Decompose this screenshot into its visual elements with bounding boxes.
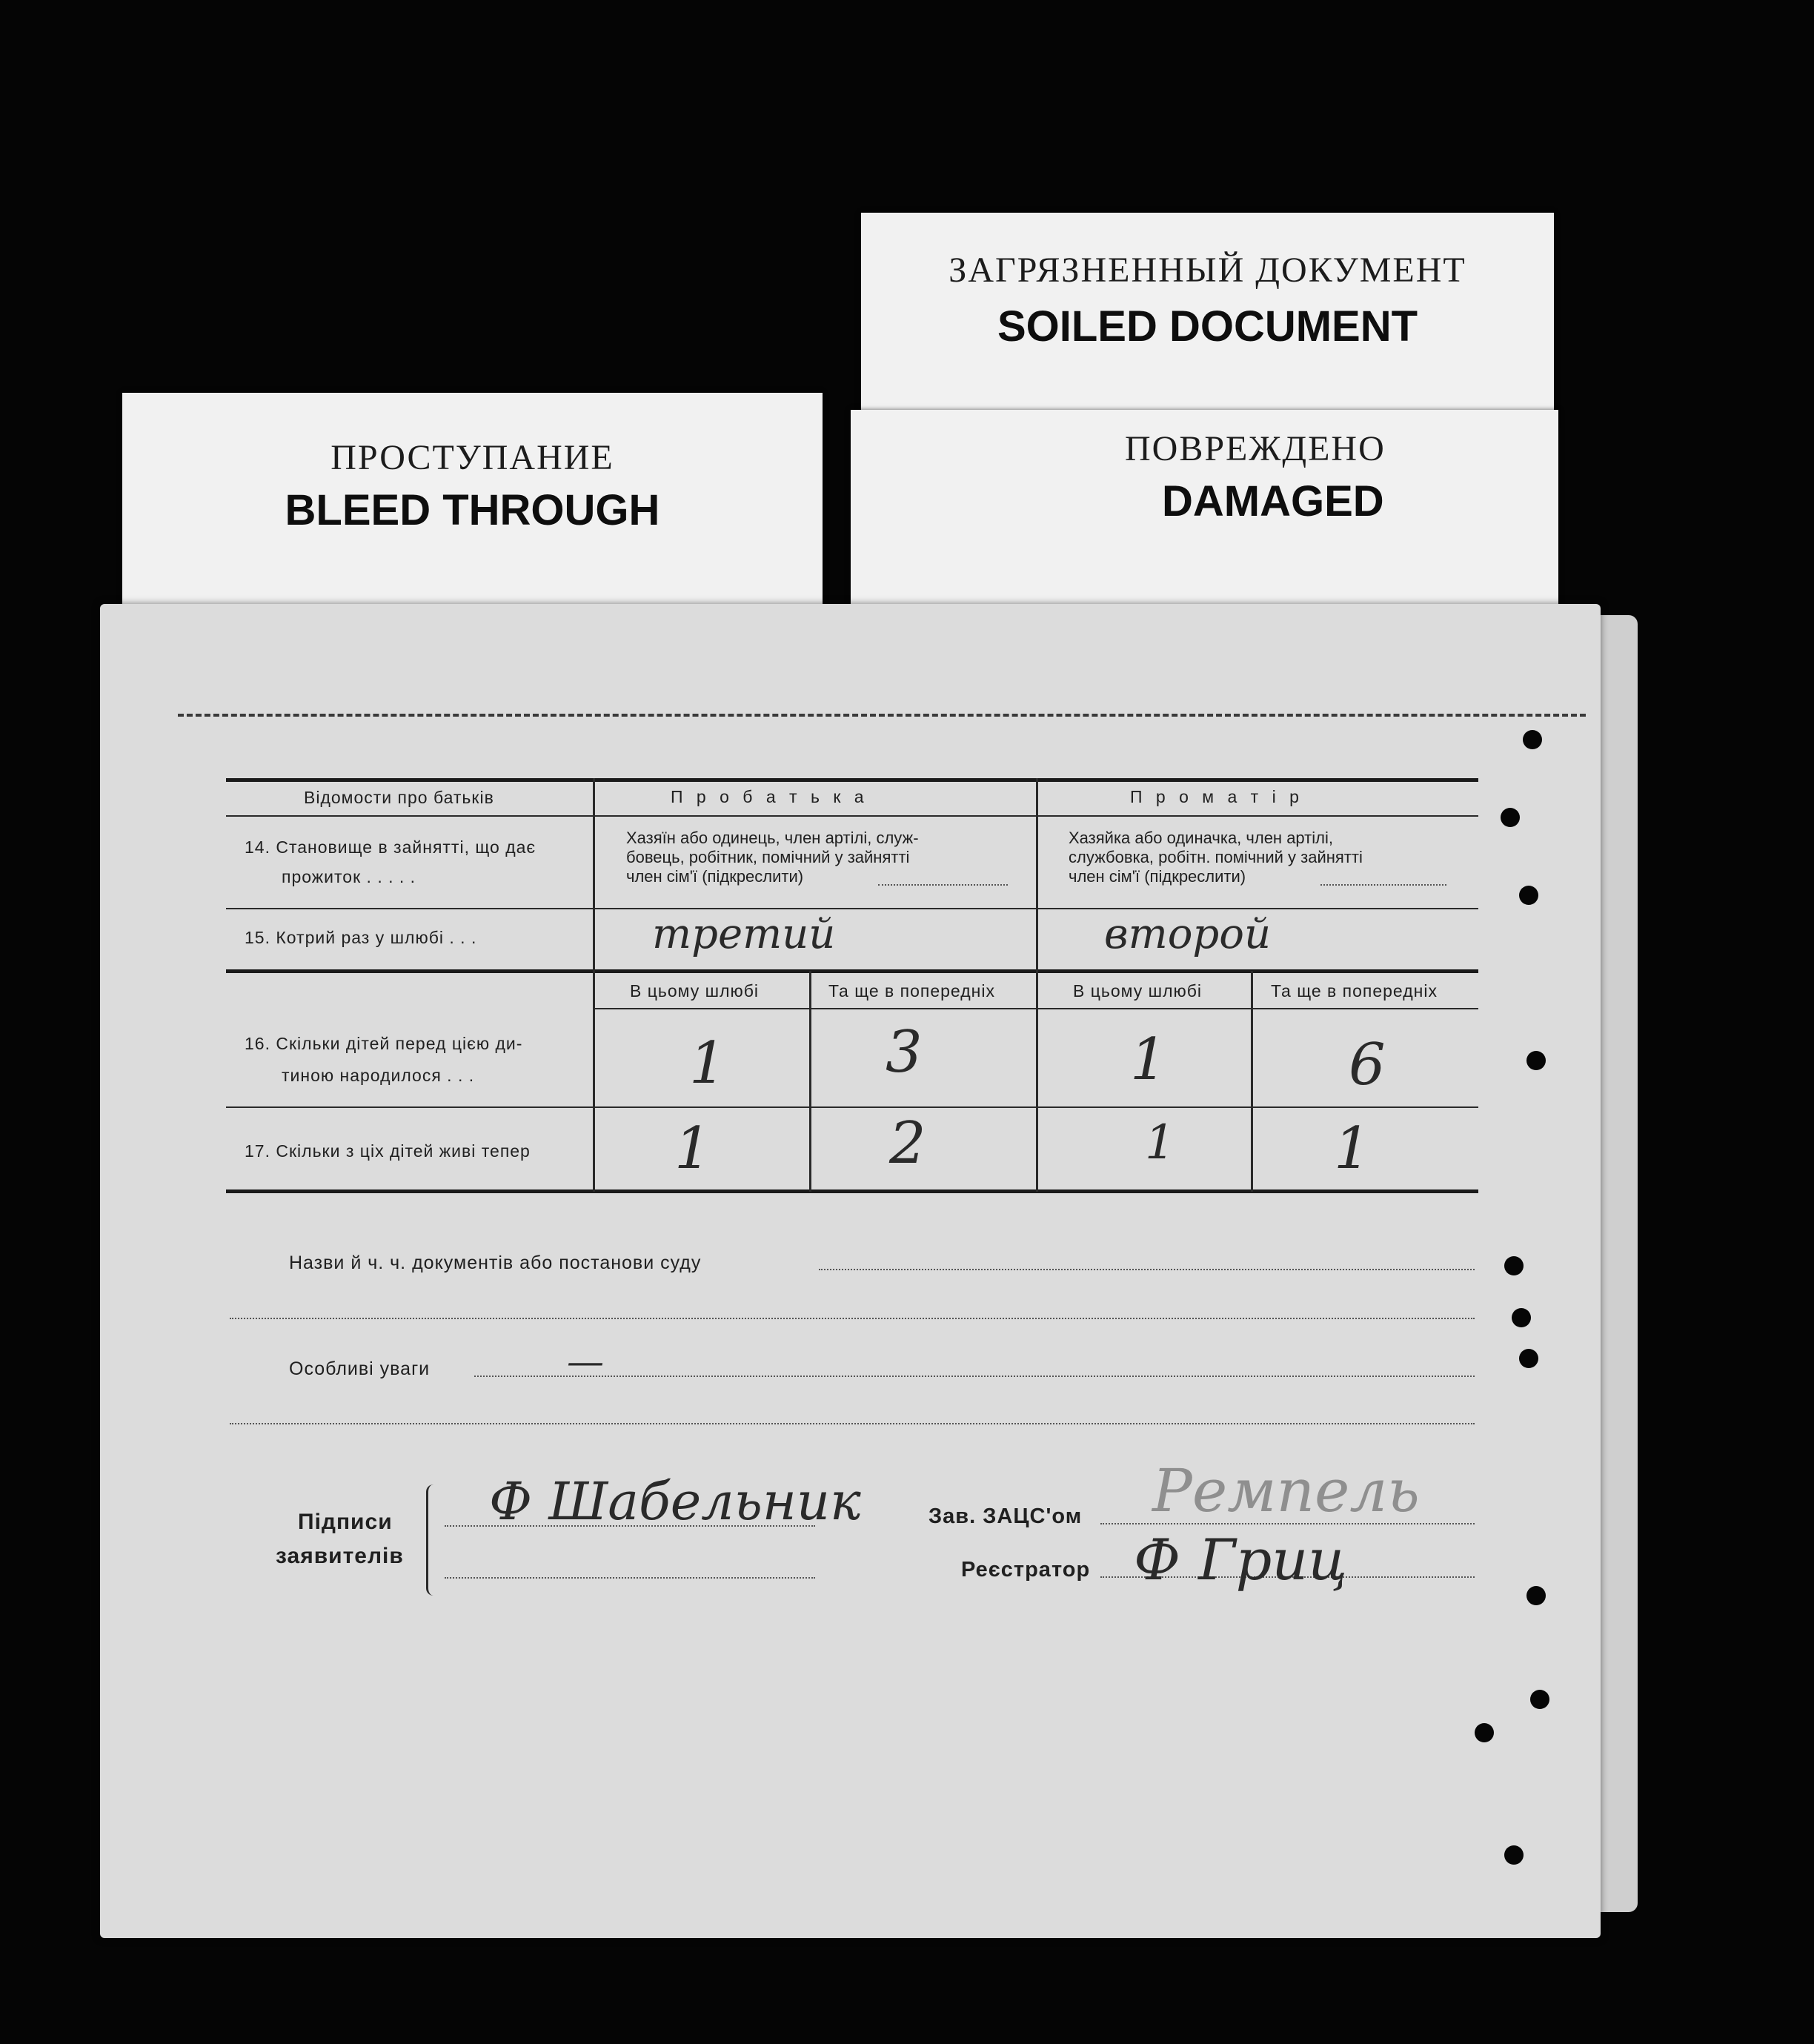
table-header-rule <box>226 815 1478 817</box>
binding-hole <box>1512 1308 1531 1327</box>
row16-mother-previous-value: 6 <box>1349 1032 1386 1098</box>
applicant-signature-line-2 <box>445 1577 815 1579</box>
damaged-flag <box>851 410 1558 617</box>
head-signature: Ремпель <box>1152 1456 1420 1525</box>
signatures-label-line1: Підписи <box>298 1510 393 1534</box>
subheader-father-previous: Та ще в попередніх <box>828 981 995 1001</box>
header-parents-info: Відомости про батьків <box>304 788 494 807</box>
row15-father-value: третий <box>652 910 836 958</box>
soiled-flag-ru: ЗАГРЯЗНЕННЫЙ ДОКУМЕНТ <box>948 250 1466 290</box>
subheader-mother-previous: Та ще в попередніх <box>1271 981 1438 1001</box>
table-col-divider <box>809 971 811 1192</box>
subheader-mother-this: В цьому шлюбі <box>1073 981 1203 1001</box>
damaged-flag-ru: ПОВРЕЖДЕНО <box>1125 429 1386 468</box>
table-col-divider <box>593 778 595 1192</box>
row14-father-fill <box>878 884 1008 886</box>
signatures-brace <box>426 1484 436 1596</box>
row16-rule <box>226 1106 1478 1108</box>
row17-mother-this-value: 1 <box>1145 1115 1175 1170</box>
binding-hole <box>1504 1845 1524 1865</box>
row16-father-previous-value: 3 <box>886 1019 923 1086</box>
row17-father-previous-value: 2 <box>889 1110 926 1177</box>
bleed-through-flag <box>122 393 823 615</box>
notes-fill-line <box>474 1376 1475 1377</box>
row14-mother-line1: Хазяйка або одиначка, член артілі, <box>1069 829 1333 847</box>
perforation-line <box>178 714 1586 717</box>
damaged-flag-en: DAMAGED <box>1162 477 1384 525</box>
row14-label-line2: прожиток . . . . . <box>282 867 416 886</box>
bleed-flag-ru: ПРОСТУПАНИЕ <box>330 438 614 477</box>
row16-label-line1: 16. Скільки дітей перед цією ди- <box>245 1034 523 1053</box>
header-father: П р о б а т ь к а <box>671 787 868 806</box>
head-label: Зав. ЗАЦС'ом <box>928 1504 1083 1528</box>
soiled-document-flag <box>861 213 1554 428</box>
table-top-rule <box>226 778 1478 782</box>
table-col-divider <box>1036 778 1038 1192</box>
row14-father-line1: Хазяїн або одинець, член артілі, служ- <box>626 829 919 847</box>
bleed-flag-en: BLEED THROUGH <box>285 486 660 534</box>
documents-label: Назви й ч. ч. документів або постанови суду <box>289 1252 702 1273</box>
row15-label: 15. Котрий раз у шлюбі . . . <box>245 928 477 947</box>
table-bottom-rule <box>226 1189 1478 1193</box>
row15-rule <box>226 969 1478 973</box>
row14-rule <box>226 908 1478 909</box>
soiled-flag-en: SOILED DOCUMENT <box>997 302 1418 351</box>
binding-hole <box>1519 886 1538 905</box>
row14-mother-fill <box>1320 884 1446 886</box>
binding-hole <box>1475 1723 1494 1742</box>
row17-mother-previous-value: 1 <box>1334 1115 1371 1182</box>
notes-fill-line-2 <box>230 1423 1475 1424</box>
row17-label: 17. Скільки з ціх дітей живі тепер <box>245 1141 531 1161</box>
binding-hole <box>1530 1690 1549 1709</box>
binding-hole <box>1523 730 1542 749</box>
binding-hole <box>1526 1586 1546 1605</box>
table-col-divider <box>1251 971 1253 1192</box>
subheader-father-this: В цьому шлюбі <box>630 981 760 1001</box>
row16-mother-this-value: 1 <box>1130 1026 1167 1093</box>
binding-hole <box>1526 1051 1546 1070</box>
registrar-signature: Ф Гриц <box>1134 1527 1348 1593</box>
registrar-label: Реєстратор <box>961 1558 1091 1582</box>
row16-father-this-value: 1 <box>689 1030 726 1097</box>
documents-fill-line <box>819 1269 1475 1270</box>
row15-mother-value: второй <box>1104 910 1272 958</box>
row14-father-line2: бовець, робітник, помічний у зайнятті <box>626 848 910 866</box>
notes-label: Особливі уваги <box>289 1358 431 1379</box>
binding-hole <box>1501 808 1520 827</box>
header-mother: П р о м а т і р <box>1130 787 1303 806</box>
binding-hole <box>1504 1256 1524 1275</box>
row14-label-line1: 14. Становище в зайнятті, що дає <box>245 837 536 857</box>
row14-mother-line2: службовка, робітн. помічний у зайнятті <box>1069 848 1363 866</box>
applicant-signature: Ф Шабельник <box>489 1471 861 1532</box>
documents-fill-line-2 <box>230 1318 1475 1319</box>
signatures-label-line2: заявителів <box>276 1544 404 1568</box>
row16-label-line2: тиною народилося . . . <box>282 1066 475 1085</box>
row14-father-line3: член сім'ї (підкреслити) <box>626 867 804 886</box>
notes-value: — <box>567 1340 604 1383</box>
row14-mother-line3: член сім'ї (підкреслити) <box>1069 867 1246 886</box>
row17-father-this-value: 1 <box>674 1115 711 1182</box>
binding-hole <box>1519 1349 1538 1368</box>
